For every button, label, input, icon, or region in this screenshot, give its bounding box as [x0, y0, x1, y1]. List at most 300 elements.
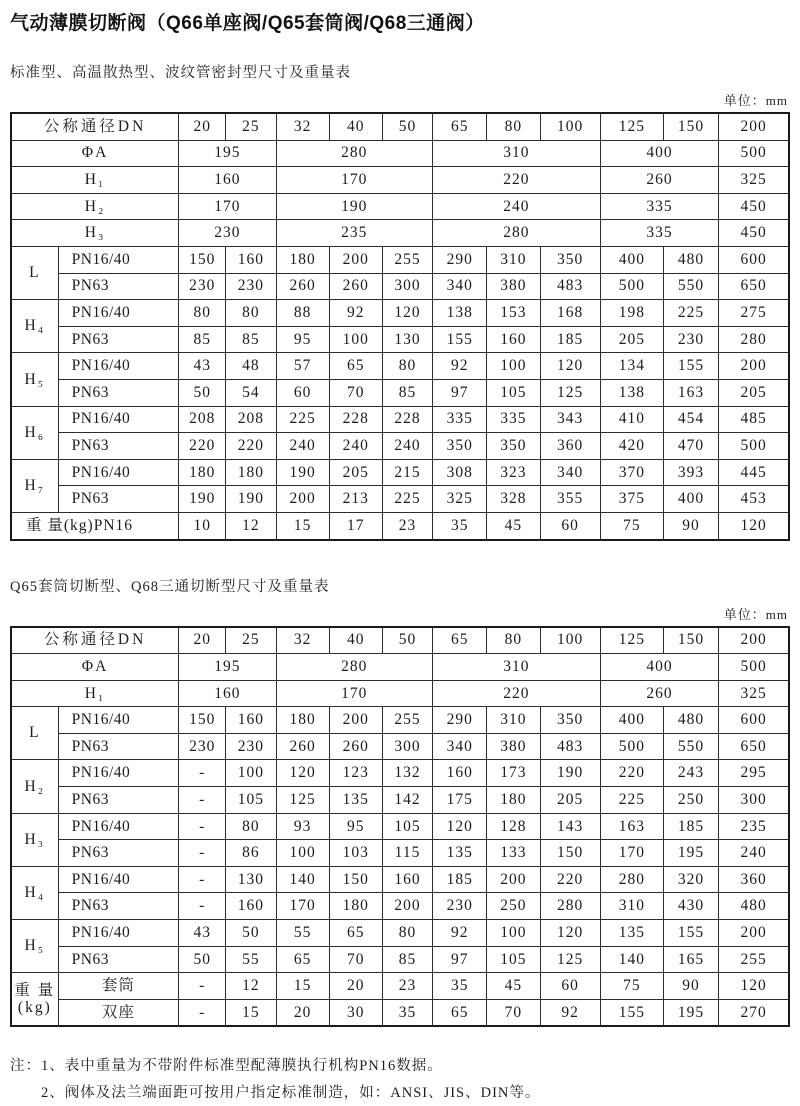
table-cell: 12: [226, 973, 276, 1000]
table-cell: -: [179, 866, 226, 893]
row-label: H₁: [11, 167, 179, 194]
table-cell: 160: [179, 680, 276, 707]
table-cell: 483: [540, 733, 600, 760]
dn-column-header: 32: [276, 113, 329, 140]
row-sub-label: PN16/40: [58, 760, 178, 787]
table-row: [11, 326, 789, 353]
table-cell: 255: [719, 946, 789, 973]
table-cell: 120: [433, 813, 487, 840]
table-cell: 142: [382, 787, 432, 814]
table-cell: 200: [276, 486, 329, 513]
table-cell: 255: [382, 246, 432, 273]
table-cell: 260: [276, 273, 329, 300]
dn-column-header: 25: [226, 113, 276, 140]
table-row: [11, 140, 789, 167]
table-cell: 295: [719, 760, 789, 787]
table-cell: 213: [329, 486, 382, 513]
dn-corner-label: 公称通径DN: [11, 627, 179, 654]
table-cell: 130: [382, 326, 432, 353]
table-cell: 393: [663, 459, 718, 486]
table-cell: 335: [487, 406, 540, 433]
table-cell: 97: [433, 946, 487, 973]
table-cell: 230: [663, 326, 718, 353]
table-cell: -: [179, 813, 226, 840]
row-label: H₁: [11, 680, 179, 707]
table-cell: 198: [600, 300, 663, 327]
table-cell: 500: [719, 140, 789, 167]
table-row: [11, 273, 789, 300]
table-cell: 150: [540, 840, 600, 867]
dn-column-header: 125: [600, 627, 663, 654]
table-cell: 30: [329, 999, 382, 1026]
table-header-row: [11, 113, 789, 140]
table-cell: 205: [719, 379, 789, 406]
row-sub-label: PN63: [58, 486, 178, 513]
table-cell: 180: [487, 787, 540, 814]
table-cell: 225: [600, 787, 663, 814]
dn-column-header: 65: [433, 113, 487, 140]
page-title: 气动薄膜切断阀（Q66单座阀/Q65套筒阀/Q68三通阀）: [10, 13, 485, 34]
table-cell: 115: [382, 840, 432, 867]
table-cell: 65: [329, 920, 382, 947]
table-cell: 140: [276, 866, 329, 893]
table-cell: 208: [226, 406, 276, 433]
table-cell: 380: [487, 273, 540, 300]
table-cell: 92: [540, 999, 600, 1026]
table-cell: 138: [433, 300, 487, 327]
table-cell: 50: [179, 379, 226, 406]
row-sub-label: PN16/40: [58, 459, 178, 486]
table-cell: 650: [719, 733, 789, 760]
table-cell: 240: [276, 433, 329, 460]
table-cell: 103: [329, 840, 382, 867]
table-cell: 173: [487, 760, 540, 787]
table-cell: 343: [540, 406, 600, 433]
table-cell: 95: [329, 813, 382, 840]
table-cell: 70: [329, 946, 382, 973]
row-group-label: L: [11, 246, 58, 299]
table-cell: 123: [329, 760, 382, 787]
table-cell: 35: [433, 973, 487, 1000]
table-cell: 160: [433, 760, 487, 787]
table-cell: 190: [276, 193, 433, 220]
table-cell: 375: [600, 486, 663, 513]
table1: [10, 112, 790, 541]
table-cell: 120: [719, 512, 789, 539]
table-cell: 55: [276, 920, 329, 947]
table-cell: 155: [433, 326, 487, 353]
table-cell: 185: [540, 326, 600, 353]
table-cell: 43: [179, 920, 226, 947]
row-sub-label: PN16/40: [58, 707, 178, 734]
table-cell: 88: [276, 300, 329, 327]
table-cell: 80: [382, 353, 432, 380]
table-cell: 360: [540, 433, 600, 460]
table-cell: 235: [276, 220, 433, 247]
table-cell: 230: [179, 733, 226, 760]
table1-subtitle: 标准型、高温散热型、波纹管密封型尺寸及重量表: [10, 65, 351, 81]
table-cell: 215: [382, 459, 432, 486]
row-label: ΦA: [11, 140, 179, 167]
table-cell: 125: [276, 787, 329, 814]
table-cell: 500: [719, 654, 789, 681]
table-cell: 57: [276, 353, 329, 380]
table-cell: 275: [719, 300, 789, 327]
table-cell: 350: [433, 433, 487, 460]
table-cell: 170: [600, 840, 663, 867]
table-cell: 15: [276, 512, 329, 539]
row-group-label: H₄: [11, 300, 58, 353]
table-cell: 97: [433, 379, 487, 406]
table-row: [11, 654, 789, 681]
table-cell: 550: [663, 273, 718, 300]
table-cell: 400: [600, 707, 663, 734]
table-cell: 195: [179, 654, 276, 681]
table-cell: 155: [600, 999, 663, 1026]
table-cell: -: [179, 893, 226, 920]
table-cell: 190: [179, 486, 226, 513]
table-cell: -: [179, 973, 226, 1000]
table-cell: 134: [600, 353, 663, 380]
table-cell: 320: [663, 866, 718, 893]
table-cell: 280: [276, 140, 433, 167]
table-cell: 168: [540, 300, 600, 327]
table-cell: 335: [600, 220, 718, 247]
row-group-label: H₆: [11, 406, 58, 459]
table-cell: 453: [719, 486, 789, 513]
dn-column-header: 80: [487, 627, 540, 654]
table-cell: 205: [540, 787, 600, 814]
table-cell: 450: [719, 193, 789, 220]
table-cell: 280: [540, 893, 600, 920]
row-sub-label: PN63: [58, 273, 178, 300]
dn-column-header: 20: [179, 113, 226, 140]
table-cell: 133: [487, 840, 540, 867]
document-page: [10, 0, 790, 1106]
table-cell: 125: [540, 379, 600, 406]
table-cell: 100: [487, 353, 540, 380]
table-cell: 12: [226, 512, 276, 539]
table-cell: 445: [719, 459, 789, 486]
table-cell: 135: [433, 840, 487, 867]
table-cell: 280: [276, 654, 433, 681]
table-cell: 85: [226, 326, 276, 353]
table-row: [11, 973, 789, 1000]
table-cell: 105: [226, 787, 276, 814]
table-cell: -: [179, 760, 226, 787]
table-cell: 35: [433, 512, 487, 539]
table-cell: 410: [600, 406, 663, 433]
table-cell: 160: [226, 246, 276, 273]
row-sub-label: PN16/40: [58, 920, 178, 947]
table-cell: 600: [719, 246, 789, 273]
table-row: [11, 707, 789, 734]
dn-column-header: 32: [276, 627, 329, 654]
table-cell: 420: [600, 433, 663, 460]
table-cell: 200: [329, 707, 382, 734]
table-cell: 65: [433, 999, 487, 1026]
table-cell: 235: [719, 813, 789, 840]
table-cell: 135: [600, 920, 663, 947]
table-cell: 160: [179, 167, 276, 194]
table-cell: 125: [540, 946, 600, 973]
table-cell: 280: [433, 220, 601, 247]
table-cell: 310: [487, 246, 540, 273]
table-cell: 480: [663, 246, 718, 273]
table-cell: 323: [487, 459, 540, 486]
table-cell: 400: [663, 486, 718, 513]
table-row: [11, 512, 789, 539]
table-cell: 308: [433, 459, 487, 486]
table-cell: 105: [487, 379, 540, 406]
table-cell: 100: [487, 920, 540, 947]
table-cell: 250: [663, 787, 718, 814]
table-cell: 160: [226, 893, 276, 920]
table-cell: 325: [719, 167, 789, 194]
table-cell: 150: [179, 707, 226, 734]
table-cell: 170: [179, 193, 276, 220]
table-row: [11, 220, 789, 247]
table-cell: 180: [226, 459, 276, 486]
row-sub-label: PN16/40: [58, 246, 178, 273]
table-cell: 20: [329, 973, 382, 1000]
table-cell: 150: [179, 246, 226, 273]
table-cell: 132: [382, 760, 432, 787]
dn-column-header: 200: [719, 627, 789, 654]
table-row: [11, 866, 789, 893]
table-cell: 220: [179, 433, 226, 460]
dn-column-header: 150: [663, 113, 718, 140]
table-cell: 54: [226, 379, 276, 406]
table-cell: 325: [433, 486, 487, 513]
table-cell: 185: [663, 813, 718, 840]
table-cell: 255: [382, 707, 432, 734]
row-sub-label: 双座: [58, 999, 178, 1026]
table-cell: 195: [663, 840, 718, 867]
table-cell: 228: [382, 406, 432, 433]
table-cell: 23: [382, 512, 432, 539]
table-cell: 160: [487, 326, 540, 353]
row-group-label: H₃: [11, 813, 58, 866]
table-cell: 220: [433, 680, 601, 707]
table-cell: 290: [433, 707, 487, 734]
table-row: [11, 680, 789, 707]
table-cell: 240: [382, 433, 432, 460]
table-cell: 170: [276, 680, 433, 707]
table-cell: 400: [600, 140, 718, 167]
row-sub-label: PN16/40: [58, 866, 178, 893]
table-cell: 85: [382, 946, 432, 973]
table-cell: 200: [719, 353, 789, 380]
table-cell: 228: [329, 406, 382, 433]
table-row: [11, 353, 789, 380]
table-cell: 120: [540, 353, 600, 380]
table-cell: 23: [382, 973, 432, 1000]
row-sub-label: 套筒: [58, 973, 178, 1000]
row-label: H₃: [11, 220, 179, 247]
table-cell: 135: [329, 787, 382, 814]
row-label: 重 量(kg)PN16: [11, 512, 179, 539]
table-cell: 335: [600, 193, 718, 220]
table-cell: 120: [719, 973, 789, 1000]
row-group-label: H₅: [11, 353, 58, 406]
table-cell: 15: [276, 973, 329, 1000]
table-cell: 240: [719, 840, 789, 867]
table-cell: 240: [329, 433, 382, 460]
table-cell: 190: [276, 459, 329, 486]
table-header-row: [11, 627, 789, 654]
table-cell: 328: [487, 486, 540, 513]
table-cell: 120: [382, 300, 432, 327]
dn-column-header: 150: [663, 627, 718, 654]
table-cell: 92: [433, 353, 487, 380]
table-cell: 163: [663, 379, 718, 406]
dn-column-header: 100: [540, 113, 600, 140]
table-cell: 355: [540, 486, 600, 513]
table-cell: 60: [276, 379, 329, 406]
table-cell: 205: [600, 326, 663, 353]
table-cell: 155: [663, 353, 718, 380]
row-label: ΦA: [11, 654, 179, 681]
table-cell: 340: [433, 273, 487, 300]
table-cell: 55: [226, 946, 276, 973]
row-group-label: H₂: [11, 760, 58, 813]
table-cell: 230: [433, 893, 487, 920]
table-cell: 195: [179, 140, 276, 167]
table1-unit-label: 单位：mm: [723, 93, 788, 108]
dn-column-header: 65: [433, 627, 487, 654]
table-cell: 260: [600, 167, 718, 194]
table-cell: 650: [719, 273, 789, 300]
table-cell: 150: [329, 866, 382, 893]
table-cell: 45: [487, 973, 540, 1000]
table2-subtitle: Q65套筒切断型、Q68三通切断型尺寸及重量表: [10, 578, 330, 595]
row-sub-label: PN63: [58, 326, 178, 353]
table-row: [11, 787, 789, 814]
table-cell: 92: [433, 920, 487, 947]
row-group-label: L: [11, 707, 58, 760]
table-cell: 95: [276, 326, 329, 353]
table-cell: 160: [226, 707, 276, 734]
table-cell: 400: [600, 246, 663, 273]
table-cell: 100: [226, 760, 276, 787]
table-cell: 170: [276, 167, 433, 194]
dn-column-header: 40: [329, 113, 382, 140]
table-cell: 480: [719, 893, 789, 920]
dn-column-header: 125: [600, 113, 663, 140]
row-sub-label: PN16/40: [58, 353, 178, 380]
table-row: [11, 946, 789, 973]
table-cell: 100: [276, 840, 329, 867]
table-cell: 485: [719, 406, 789, 433]
table-cell: 86: [226, 840, 276, 867]
table-cell: 220: [226, 433, 276, 460]
table-cell: 205: [329, 459, 382, 486]
table-cell: 400: [600, 654, 718, 681]
table-cell: 208: [179, 406, 226, 433]
table-cell: 300: [382, 273, 432, 300]
row-sub-label: PN63: [58, 893, 178, 920]
row-group-label: H₅: [11, 920, 58, 973]
table-cell: 90: [663, 512, 718, 539]
table-cell: 48: [226, 353, 276, 380]
table2-unit-label: 单位：mm: [723, 606, 788, 622]
footnote-line: 注：1、表中重量为不带附件标准型配薄膜执行机构PN16数据。: [10, 1058, 443, 1075]
table-cell: 360: [719, 866, 789, 893]
row-sub-label: PN16/40: [58, 300, 178, 327]
table-cell: 240: [433, 193, 601, 220]
table-cell: 310: [600, 893, 663, 920]
table-cell: 350: [487, 433, 540, 460]
table-cell: 80: [382, 920, 432, 947]
table-cell: 550: [663, 733, 718, 760]
table-cell: 163: [600, 813, 663, 840]
table-cell: 600: [719, 707, 789, 734]
table-cell: 470: [663, 433, 718, 460]
table-row: [11, 459, 789, 486]
table-cell: 43: [179, 353, 226, 380]
table-cell: 180: [276, 707, 329, 734]
table-row: [11, 813, 789, 840]
dn-column-header: 20: [179, 627, 226, 654]
table-cell: 230: [226, 733, 276, 760]
table-cell: 225: [276, 406, 329, 433]
dn-column-header: 40: [329, 627, 382, 654]
row-sub-label: PN63: [58, 840, 178, 867]
row-sub-label: PN63: [58, 787, 178, 814]
table-cell: 120: [276, 760, 329, 787]
table-cell: 165: [663, 946, 718, 973]
table-cell: 100: [329, 326, 382, 353]
table-cell: 175: [433, 787, 487, 814]
dn-column-header: 50: [382, 627, 432, 654]
table-cell: -: [179, 840, 226, 867]
table-cell: 93: [276, 813, 329, 840]
table-cell: 500: [600, 733, 663, 760]
table-cell: 260: [329, 273, 382, 300]
table-cell: 190: [226, 486, 276, 513]
table-cell: 230: [226, 273, 276, 300]
table-cell: 120: [540, 920, 600, 947]
table-cell: 380: [487, 733, 540, 760]
table-cell: 430: [663, 893, 718, 920]
table-cell: 160: [382, 866, 432, 893]
dn-column-header: 100: [540, 627, 600, 654]
table-cell: -: [179, 787, 226, 814]
table-cell: 200: [487, 866, 540, 893]
table-cell: 60: [540, 973, 600, 1000]
dn-column-header: 200: [719, 113, 789, 140]
table-cell: 500: [719, 433, 789, 460]
table-cell: 230: [179, 273, 226, 300]
table-cell: 105: [487, 946, 540, 973]
dn-column-header: 50: [382, 113, 432, 140]
table-cell: 85: [382, 379, 432, 406]
table-cell: 128: [487, 813, 540, 840]
row-sub-label: PN63: [58, 379, 178, 406]
table-cell: 50: [179, 946, 226, 973]
row-group-label: H₇: [11, 459, 58, 512]
table-row: [11, 733, 789, 760]
table-cell: 60: [540, 512, 600, 539]
table-cell: 50: [226, 920, 276, 947]
table-cell: 300: [382, 733, 432, 760]
table-cell: 35: [382, 999, 432, 1026]
row-group-label: H₄: [11, 866, 58, 919]
table-cell: 200: [329, 246, 382, 273]
table-row: [11, 893, 789, 920]
table-cell: 45: [487, 512, 540, 539]
